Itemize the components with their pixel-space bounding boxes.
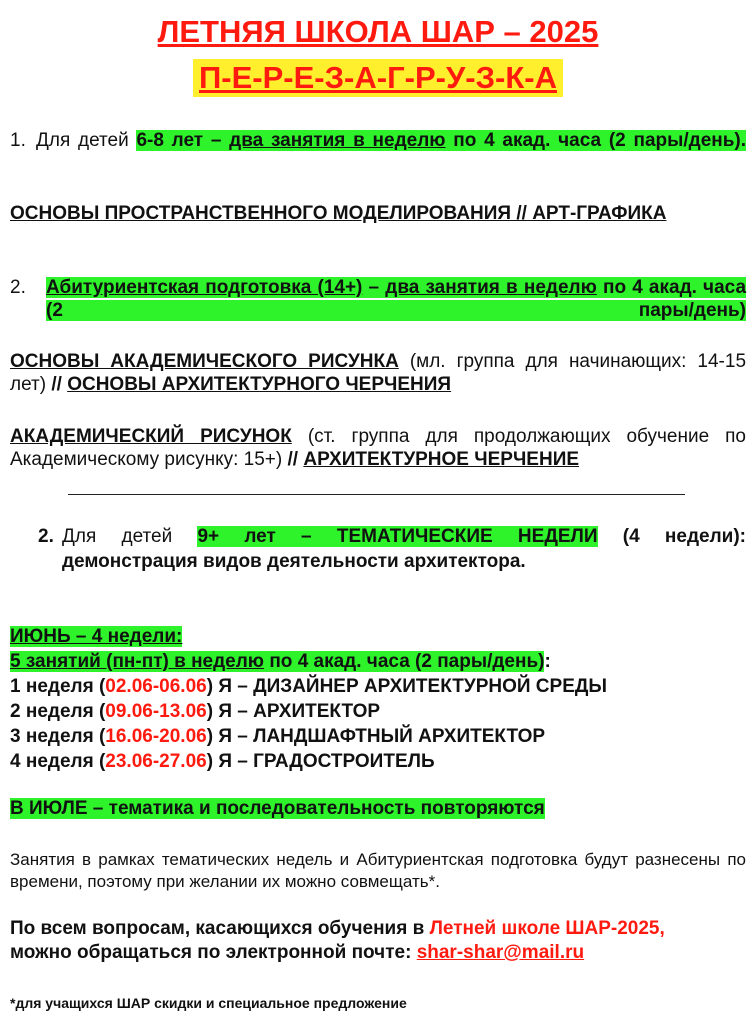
course-junior-sep: // <box>51 374 62 395</box>
item1-dash: – <box>210 130 222 151</box>
item3-count: (4 недели): <box>622 526 746 547</box>
item3-intro: Для детей <box>62 526 173 547</box>
week-label: 1 неделя <box>10 676 94 697</box>
course-senior-second: АРХИТЕКТУРНОЕ ЧЕРЧЕНИЕ <box>303 449 580 470</box>
week-row: 2 неделя (09.06-13.06) Я – АРХИТЕКТОР <box>10 701 381 722</box>
course-senior-name: АКАДЕМИЧЕСКИЙ РИСУНОК <box>10 426 292 447</box>
item2-dash: – <box>368 277 380 298</box>
page-title: ЛЕТНЯЯ ШКОЛА ШАР – 2025 <box>157 14 599 49</box>
contact-email-link[interactable]: shar-shar@mail.ru <box>416 942 585 963</box>
page-subtitle: П-Е-Р-Е-З-А-Г-Р-У-З-К-А <box>193 59 563 97</box>
item3-number: 2. <box>38 526 54 547</box>
item2-highlight <box>46 277 746 321</box>
week-title: Я – АРХИТЕКТОР <box>218 701 381 722</box>
course-junior <box>10 350 746 396</box>
june-colon: : <box>544 651 551 672</box>
week-row: 4 неделя (23.06-27.06) Я – ГРАДОСТРОИТЕЛЬ <box>10 751 435 772</box>
item2-number: 2. <box>10 277 26 298</box>
july-text: В ИЮЛЕ – тематика и последовательность повторяются <box>10 798 545 819</box>
item2-schedule: два занятия в неделю <box>385 277 597 298</box>
june-freq: 5 занятий (пн-пт) в неделю <box>10 651 265 672</box>
june-freq-hl <box>10 651 544 672</box>
subtitle-wrap <box>0 59 756 97</box>
june-hours: по 4 акад. часа (2 пары/день) <box>269 651 545 672</box>
contact-line1 <box>10 917 746 940</box>
item2-line <box>46 276 746 322</box>
course-junior-note: (мл. группа для начинающих: 14-15 лет) <box>10 351 747 395</box>
combine-note: Занятия в рамках тематических недель и Абитуриентская подготовка будут разнесены по времени, поэтому при желании их можно совмещать*. <box>10 850 746 891</box>
item1-hours: по 4 акад. часа (2 пары/день). <box>453 130 747 151</box>
course-junior-second: ОСНОВЫ АРХИТЕКТУРНОГО ЧЕРЧЕНИЯ <box>67 374 452 395</box>
item1-schedule: два занятия в неделю <box>229 130 446 151</box>
week-label: 2 неделя <box>10 701 94 722</box>
contact-mid: можно обращаться по электронной почте: <box>10 942 412 963</box>
course-senior-note: (ст. группа для продолжающих обучение по Академическому рисунку: 15+) <box>10 426 746 470</box>
week-row: 3 неделя (16.06-20.06) Я – ЛАНДШАФТНЫЙ АРХИТЕКТОР <box>10 726 546 747</box>
week-label: 4 неделя <box>10 751 94 772</box>
contact-block <box>10 917 746 964</box>
week-list <box>10 675 607 773</box>
week-dates: 16.06-20.06 <box>105 726 207 747</box>
contact-line2 <box>10 941 746 964</box>
item2-name: Абитуриентская подготовка (14+) <box>46 277 363 298</box>
item3-theme: 9+ лет – ТЕМАТИЧЕСКИЕ НЕДЕЛИ <box>197 526 598 547</box>
course-senior-sep: // <box>287 449 299 470</box>
item3-line1 <box>62 525 746 548</box>
item1-highlight <box>136 130 746 151</box>
course-senior <box>10 425 746 471</box>
week-dates: 23.06-27.06 <box>105 751 207 772</box>
week-title: Я – ГРАДОСТРОИТЕЛЬ <box>218 751 435 772</box>
item2-hours: по 4 акад. часа (2 пары/день) <box>46 277 747 321</box>
item1-number: 1. <box>10 130 26 151</box>
week-dates: 02.06-06.06 <box>105 676 207 697</box>
june-section <box>10 625 607 773</box>
course-junior-name: ОСНОВЫ АКАДЕМИЧЕСКОГО РИСУНКА <box>10 351 399 372</box>
june-header-line <box>10 625 607 648</box>
contact-pre: По всем вопросам, касающихся обучения в <box>10 918 425 939</box>
footnote: *для учащихся ШАР скидки и специальное предложение <box>10 995 407 1011</box>
week-dates: 09.06-13.06 <box>105 701 207 722</box>
item3-description: демонстрация видов деятельности архитектора. <box>62 551 526 572</box>
contact-school: Летней школе ШАР-2025, <box>429 918 665 939</box>
section-divider <box>68 494 685 495</box>
item3-block <box>62 525 746 573</box>
week-row: 1 неделя (02.06-06.06) Я – ДИЗАЙНЕР АРХИТЕКТУРНОЙ СРЕДЫ <box>10 676 608 697</box>
item1-intro: Для детей <box>36 130 129 151</box>
june-header: ИЮНЬ – 4 недели: <box>10 626 183 647</box>
week-label: 3 неделя <box>10 726 94 747</box>
item1-course: ОСНОВЫ ПРОСТРАНСТВЕННОГО МОДЕЛИРОВАНИЯ // АРТ-ГРАФИКА <box>10 203 667 224</box>
week-title: Я – ЛАНДШАФТНЫЙ АРХИТЕКТОР <box>218 726 546 747</box>
july-line <box>10 797 545 820</box>
week-title: Я – ДИЗАЙНЕР АРХИТЕКТУРНОЙ СРЕДЫ <box>218 676 608 697</box>
item1-line1 <box>36 129 746 152</box>
item1-age: 6-8 лет <box>136 130 204 151</box>
june-freq-line <box>10 650 607 673</box>
